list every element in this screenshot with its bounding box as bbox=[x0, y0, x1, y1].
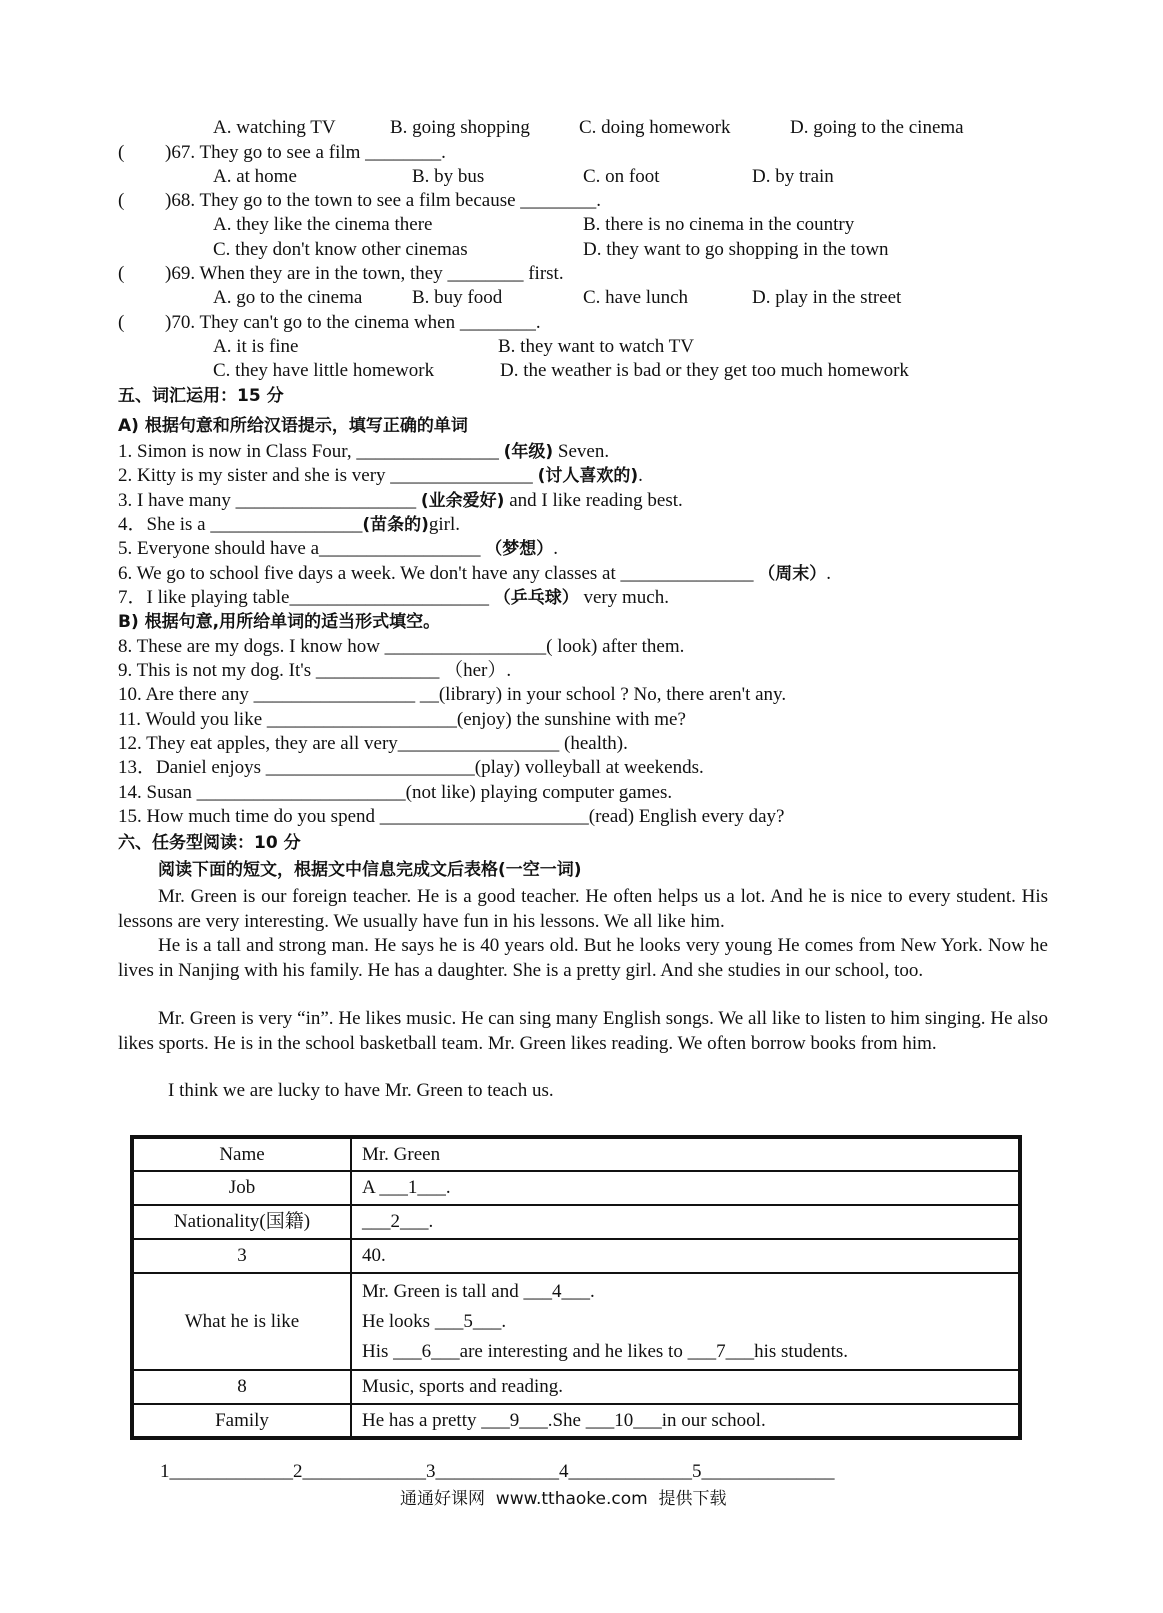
vocab-item-8: 8. These are my dogs. I know how _________________( look) after them. bbox=[118, 636, 685, 657]
passage-paragraph-3: Mr. Green is very “in”. He likes music. He can sing many English songs. We all like to listen to him singing. He also likes sports. He is in the school basketball team. Mr. Green likes reading. We often borrow books from him. bbox=[118, 1008, 1048, 1054]
q70-option-c: C. they have little homework bbox=[213, 360, 435, 381]
vocab-item-9: 9. This is not my dog. It's _____________ （her）. bbox=[118, 660, 512, 681]
table-value-line: His ___6___are interesting and he likes to ___7___his students. bbox=[362, 1340, 849, 1362]
vocab-item-12: 12. They eat apples, they are all very_________________ (health). bbox=[118, 733, 628, 754]
vocab-item-11: 11. Would you like ____________________(enjoy) the sunshine with me? bbox=[118, 709, 686, 730]
table-key: Nationality(国籍) bbox=[132, 1205, 351, 1239]
passage-paragraph-1: Mr. Green is our foreign teacher. He is a good teacher. He often helps us a lot. And he is nice to every student. His lessons are very interesting. We usually have fun in his lessons. We all like him. bbox=[118, 886, 1048, 932]
section6-title: 六、任务型阅读：10 分 bbox=[118, 833, 301, 853]
section5-part-a-heading: A) 根据句意和所给汉语提示，填写正确的单词 bbox=[118, 416, 468, 436]
vocab-item-5: 5. Everyone should have a_________________ （梦想）. bbox=[118, 538, 559, 559]
table-key: Family bbox=[132, 1404, 351, 1438]
table-key: Job bbox=[132, 1171, 351, 1205]
vocab-item-6: 6. We go to school five days a week. We don't have any classes at ______________ （周末）. bbox=[118, 563, 831, 584]
q68-paren: ( bbox=[118, 190, 125, 211]
q70-option-d: D. the weather is bad or they get too much homework bbox=[500, 360, 909, 381]
q66-option-b: B. going shopping bbox=[390, 117, 530, 138]
table-key: 3 bbox=[132, 1239, 351, 1273]
q66-option-d: D. going to the cinema bbox=[790, 117, 964, 138]
passage-paragraph-4: I think we are lucky to have Mr. Green to teach us. bbox=[168, 1080, 554, 1101]
section5-part-b-heading: B) 根据句意,用所给单词的适当形式填空。 bbox=[118, 612, 441, 632]
table-value-line: He looks ___5___. bbox=[362, 1310, 507, 1332]
vocab-item-7: 7．I like playing table_____________________ （乒乓球） very much. bbox=[118, 587, 669, 608]
q69-option-a: A. go to the cinema bbox=[213, 287, 363, 308]
table-value: Mr. Green bbox=[351, 1137, 1020, 1171]
q70-option-a: A. it is fine bbox=[213, 336, 299, 357]
q69-paren: ( bbox=[118, 263, 125, 284]
table-value-line: Mr. Green is tall and ___4___. bbox=[362, 1280, 595, 1302]
q67-option-d: D. by train bbox=[752, 166, 834, 187]
table-key: 8 bbox=[132, 1370, 351, 1404]
q66-option-a: A. watching TV bbox=[213, 117, 336, 138]
vocab-item-3: 3. I have many ___________________ (业余爱好) and I like reading best. bbox=[118, 490, 683, 511]
table-value: He has a pretty ___9___.She ___10___in our school. bbox=[351, 1404, 1020, 1438]
q69-stem: )69. When they are in the town, they ________ first. bbox=[165, 263, 564, 284]
table-row bbox=[132, 1171, 1020, 1205]
q68-option-d: D. they want to go shopping in the town bbox=[583, 239, 889, 260]
table-row bbox=[132, 1404, 1020, 1438]
info-table bbox=[130, 1135, 1022, 1440]
q67-stem: )67. They go to see a film ________. bbox=[165, 142, 446, 163]
q69-option-d: D. play in the street bbox=[752, 287, 902, 308]
table-row bbox=[132, 1205, 1020, 1239]
table-value bbox=[351, 1273, 1020, 1370]
q67-option-b: B. by bus bbox=[412, 166, 485, 187]
q69-option-c: C. have lunch bbox=[583, 287, 689, 308]
q67-option-a: A. at home bbox=[213, 166, 297, 187]
vocab-item-1: 1. Simon is now in Class Four, _______________ (年级) Seven. bbox=[118, 441, 610, 462]
q69-option-b: B. buy food bbox=[412, 287, 503, 308]
q68-stem: )68. They go to the town to see a film because ________. bbox=[165, 190, 602, 211]
passage-paragraph-2: He is a tall and strong man. He says he is 40 years old. But he looks very young He comes from New York. Now he lives in Nanjing with his family. He has a daughter. She is a pretty girl. And she studies in our school, too. bbox=[118, 935, 1048, 981]
section6-instruction: 阅读下面的短文，根据文中信息完成文后表格(一空一词) bbox=[158, 860, 582, 880]
answer-blanks-line: 1_____________2_____________3_____________4_____________5______________ bbox=[160, 1461, 835, 1482]
q68-option-c: C. they don't know other cinemas bbox=[213, 239, 468, 260]
q70-paren: ( bbox=[118, 312, 125, 333]
section5-title: 五、词汇运用：15 分 bbox=[118, 386, 284, 406]
table-value: ___2___. bbox=[351, 1205, 1020, 1239]
q68-option-b: B. there is no cinema in the country bbox=[583, 214, 855, 235]
vocab-item-13: 13．Daniel enjoys ______________________(play) volleyball at weekends. bbox=[118, 757, 704, 778]
table-row bbox=[132, 1370, 1020, 1404]
q67-option-c: C. on foot bbox=[583, 166, 660, 187]
q66-option-c: C. doing homework bbox=[579, 117, 731, 138]
q68-option-a: A. they like the cinema there bbox=[213, 214, 433, 235]
vocab-item-15: 15. How much time do you spend ______________________(read) English every day? bbox=[118, 806, 785, 827]
footer-source: 通通好课网 www.tthaoke.com 提供下载 bbox=[400, 1489, 727, 1509]
vocab-item-10: 10. Are there any _________________ __(library) in your school ? No, there aren't any. bbox=[118, 684, 787, 705]
table-row bbox=[132, 1273, 1020, 1370]
vocab-item-2: 2. Kitty is my sister and she is very _______________ (讨人喜欢的). bbox=[118, 465, 643, 486]
table-value: Music, sports and reading. bbox=[351, 1370, 1020, 1404]
q70-option-b: B. they want to watch TV bbox=[498, 336, 694, 357]
vocab-item-14: 14. Susan ______________________(not like) playing computer games. bbox=[118, 782, 673, 803]
table-key: What he is like bbox=[132, 1273, 351, 1370]
table-value: 40. bbox=[351, 1239, 1020, 1273]
table-value: A ___1___. bbox=[351, 1171, 1020, 1205]
q67-paren: ( bbox=[118, 142, 125, 163]
table-row bbox=[132, 1239, 1020, 1273]
table-row bbox=[132, 1137, 1020, 1171]
table-key: Name bbox=[132, 1137, 351, 1171]
vocab-item-4: 4．She is a ________________(苗条的)girl. bbox=[118, 514, 461, 535]
q70-stem: )70. They can't go to the cinema when ________. bbox=[165, 312, 541, 333]
